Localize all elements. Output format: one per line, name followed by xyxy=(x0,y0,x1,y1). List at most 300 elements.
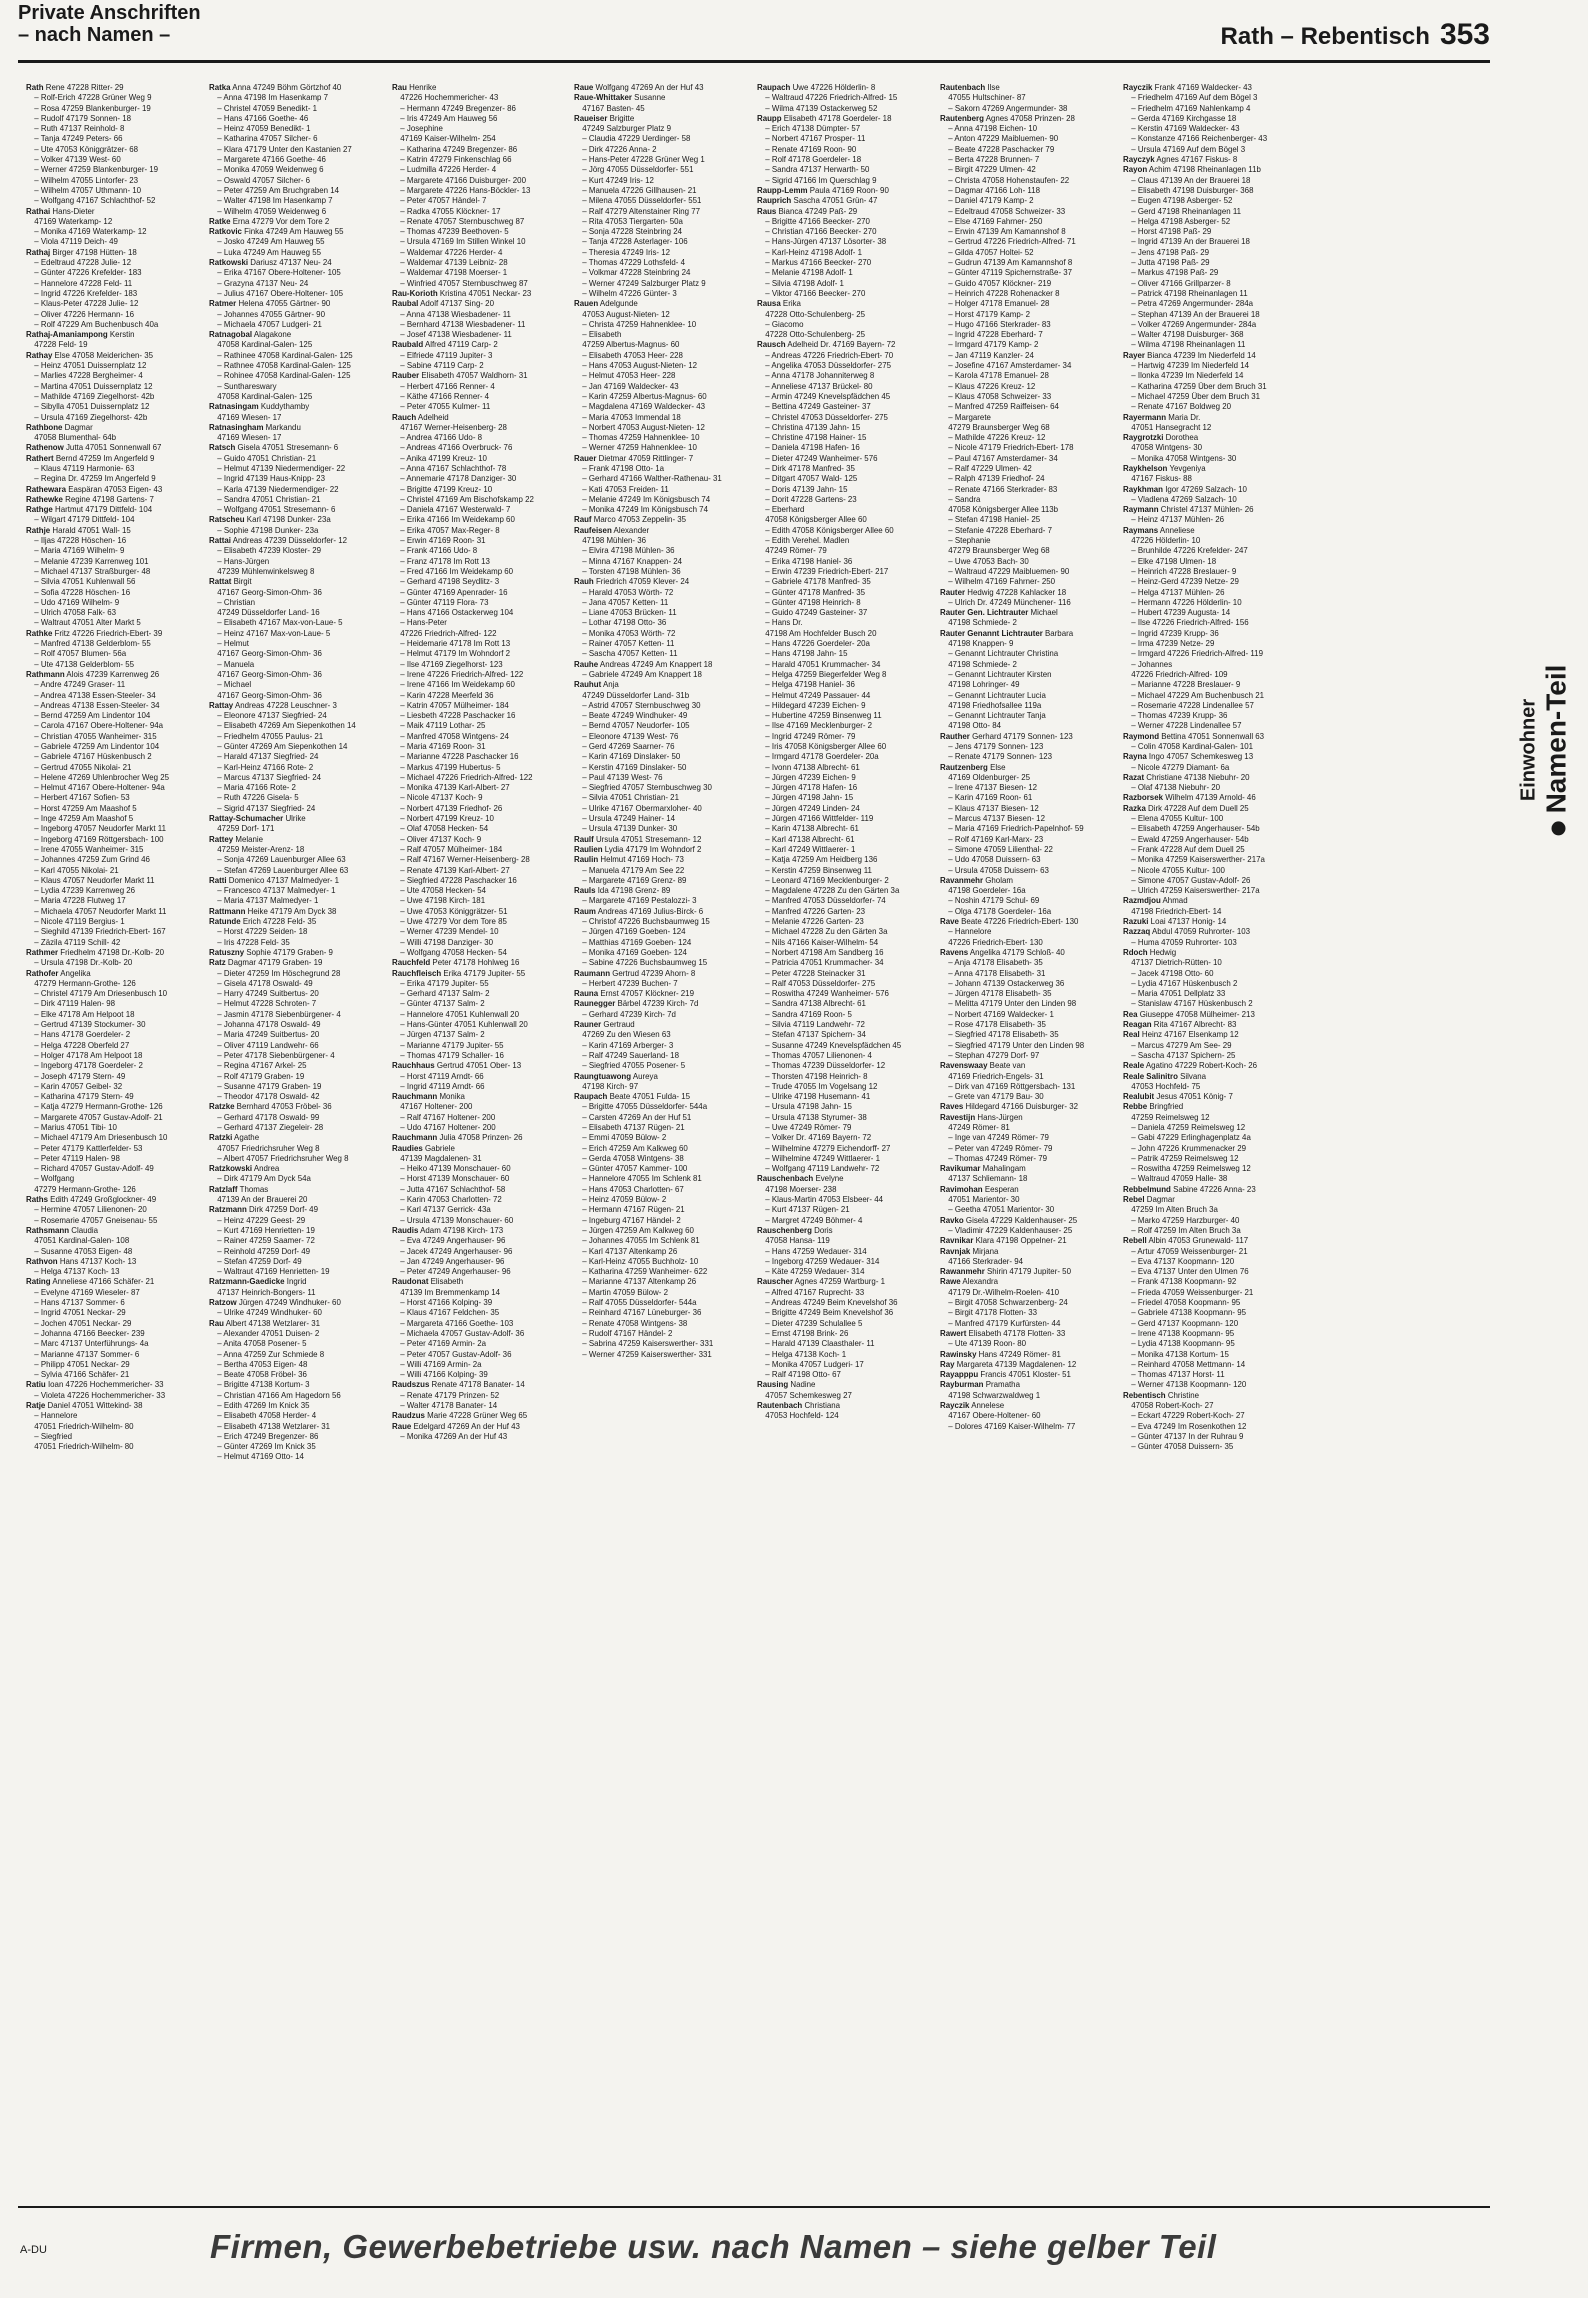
listing-entry xyxy=(392,1040,571,1050)
listing-entry xyxy=(940,1081,1119,1091)
listing-entry xyxy=(757,1029,936,1039)
listing-entry xyxy=(26,865,205,875)
listing-entry xyxy=(209,597,388,607)
listing-entry xyxy=(1123,597,1302,607)
listing-entry xyxy=(26,154,205,164)
entry-detail: – Geetha 47051 Marientor- 30 xyxy=(948,1204,1054,1215)
entry-detail: – Marianne 47228 Breslauer- 9 xyxy=(1130,679,1240,690)
listing-entry xyxy=(940,195,1119,205)
listing-entry xyxy=(757,813,936,823)
entry-detail: Domenico 47137 Malmedyer- 1 xyxy=(226,874,339,885)
entry-detail: Monika xyxy=(436,1091,465,1102)
entry-detail: – Ernst 47198 Brink- 26 xyxy=(765,1327,849,1338)
entry-detail: – Rohinee 47058 Kardinal-Galen- 125 xyxy=(217,370,351,381)
entry-detail: Regine 47198 Gartens- 7 xyxy=(62,493,154,504)
listing-entry xyxy=(1123,988,1302,998)
listing-surname-entry xyxy=(26,1225,200,1235)
entry-detail: 47058 Wintgens- 30 xyxy=(1130,442,1202,453)
entry-detail: – Irma 47239 Netze- 29 xyxy=(1130,638,1214,649)
entry-detail: – Wilhelmine 47249 Wittlaerer- 1 xyxy=(765,1152,880,1163)
listing-entry xyxy=(940,278,1119,288)
entry-detail: – Irene 47137 Biesen- 12 xyxy=(948,782,1037,793)
entry-detail: – Paul 47139 West- 76 xyxy=(582,771,663,782)
entry-detail: – Günter 47137 Salm- 2 xyxy=(399,998,485,1009)
entry-detail: – Josef 47138 Wiesbadener- 11 xyxy=(399,329,512,340)
entry-detail: – Margarete xyxy=(948,411,991,422)
entry-detail: – Helmut 47167 Obere-Holtener- 94a xyxy=(34,782,165,793)
listing-entry xyxy=(26,319,205,329)
entry-detail: 47058 Robert-Koch- 27 xyxy=(1130,1400,1213,1410)
entry-detail: – Hugo 47166 Sterkrader- 83 xyxy=(948,318,1051,329)
listing-entry xyxy=(26,144,205,154)
listing-entry xyxy=(574,916,753,926)
entry-detail: – Margarete 47057 Gustav-Adolf- 21 xyxy=(34,1111,163,1122)
entry-detail: – Hubertine 47259 Binsenweg 11 xyxy=(765,710,882,721)
entry-detail: – Jasmin 47178 Siebenbürgener- 4 xyxy=(217,1008,341,1019)
listing-entry xyxy=(209,1060,388,1070)
listing-entry xyxy=(757,895,936,905)
listing-entry xyxy=(209,1421,388,1431)
entry-detail: – Sandra 47169 Roon- 5 xyxy=(765,1008,852,1019)
listing-surname-entry xyxy=(940,875,1114,885)
entry-detail: 47137 Heinrich-Bongers- 11 xyxy=(217,1286,316,1297)
listing-entry xyxy=(392,762,571,772)
entry-detail: 47228 Otto-Schulenberg- 25 xyxy=(765,329,866,340)
listing-entry xyxy=(757,1318,936,1328)
entry-detail: – Markus 47198 Paß- 29 xyxy=(1130,267,1218,278)
entry-detail: – Erika 47179 Jupiter- 55 xyxy=(399,977,489,988)
listing-surname-entry xyxy=(209,1276,383,1286)
listing-entry xyxy=(26,288,205,298)
listing-entry xyxy=(940,1287,1119,1297)
surname: Ratzlaff xyxy=(208,1183,238,1194)
listing-surname-entry xyxy=(574,844,748,854)
entry-detail: – Ralf 47167 Werner-Heisenberg- 28 xyxy=(399,854,530,865)
listing-entry xyxy=(574,257,753,267)
listing-entry xyxy=(574,535,753,545)
listing-entry xyxy=(209,247,388,257)
footer-note: Firmen, Gewerbebetriebe usw. nach Namen – siehe gelber Teil xyxy=(210,2228,1217,2265)
listing-surname-entry xyxy=(26,1379,200,1389)
entry-detail: – Jens 47179 Sonnen- 123 xyxy=(948,741,1043,751)
entry-detail: – Erika 47057 Max-Reger- 8 xyxy=(399,524,500,535)
listing-entry xyxy=(392,1050,571,1060)
entry-detail: 47259 Albertus-Magnus- 60 xyxy=(582,339,680,350)
entry-detail: Erna 47279 Vor dem Tore 2 xyxy=(230,215,330,226)
entry-detail: 47226 Hölderlin- 10 xyxy=(1130,535,1200,546)
entry-detail: – Thomas 47239 Krupp- 36 xyxy=(1130,710,1227,721)
listing-entry xyxy=(757,92,936,102)
surname: Razka xyxy=(1122,802,1146,813)
listing-surname-entry xyxy=(757,1400,931,1410)
entry-detail: – Andrea 47138 Essen-Steeler- 34 xyxy=(34,689,156,700)
entry-detail: – Ingeborg 47169 Röttgersbach- 100 xyxy=(34,833,164,844)
entry-detail: – Heinz 47167 Max-von-Laue- 5 xyxy=(217,627,330,638)
entry-detail: – Elisabeth 47167 Max-von-Laue- 5 xyxy=(217,617,343,628)
listing-surname-entry xyxy=(574,854,748,864)
entry-detail: Elisabeth 47178 Goerdeler- 18 xyxy=(781,112,892,123)
header-rule xyxy=(18,60,1490,63)
entry-detail: – Maria 47228 Flutweg 17 xyxy=(34,895,126,906)
entry-detail: – Stephan 47279 Dorf- 97 xyxy=(948,1049,1040,1060)
listing-entry xyxy=(209,381,388,391)
entry-detail: – Marianne 47137 Sommer- 6 xyxy=(34,1348,140,1359)
listing-entry xyxy=(392,226,571,236)
surname: Reale xyxy=(1122,1060,1144,1071)
listing-entry xyxy=(574,360,753,370)
listing-entry xyxy=(757,236,936,246)
listing-surname-entry xyxy=(757,1225,931,1235)
listing-entry xyxy=(757,937,936,947)
entry-detail: Angelika 47179 Schloß- 40 xyxy=(967,946,1065,957)
entry-detail: 47249 Düsseldorfer Land- 16 xyxy=(217,607,320,618)
entry-detail: 47198 Goerdeler- 16a xyxy=(948,885,1026,896)
listing-entry xyxy=(26,823,205,833)
entry-detail: – Brigitte 47055 Düsseldorfer- 544a xyxy=(582,1101,708,1112)
listing-entry xyxy=(757,823,936,833)
listing-entry xyxy=(757,844,936,854)
listing-entry xyxy=(26,1081,205,1091)
footer-rule xyxy=(18,2206,1490,2208)
entry-detail: – Karl 47055 Nikolai- 21 xyxy=(34,864,119,875)
entry-detail: – Dirk van 47169 Röttgersbach- 131 xyxy=(948,1080,1076,1091)
entry-detail: – Katharina 47249 Bregenzer- 86 xyxy=(399,143,517,154)
surname: Rattay xyxy=(208,699,233,710)
listing-entry xyxy=(392,823,571,833)
listing-entry xyxy=(1123,865,1302,875)
entry-detail: – Wolfgang 47119 Landwehr- 72 xyxy=(765,1163,880,1174)
entry-detail: – Renate 47169 Roon- 90 xyxy=(765,143,857,154)
listing-surname-entry xyxy=(940,113,1114,123)
listing-entry xyxy=(209,566,388,576)
listing-entry xyxy=(26,1009,205,1019)
listing-entry xyxy=(940,978,1119,988)
surname: Rathai xyxy=(26,205,51,216)
entry-detail: Helmut 47169 Hoch- 73 xyxy=(598,854,685,865)
entry-detail: – Mathilde 47169 Ziegelhorst- 42b xyxy=(34,390,155,401)
entry-detail: – Rose 47178 Elisabeth- 35 xyxy=(948,1019,1046,1030)
entry-detail: – Monika 47058 Wintgens- 30 xyxy=(1130,452,1236,463)
entry-detail: Henrike xyxy=(406,82,436,92)
entry-detail: – Oswald 47057 Silcher- 6 xyxy=(217,174,310,185)
listing-entry xyxy=(26,1050,205,1060)
entry-detail: – Helga 47137 Koch- 13 xyxy=(34,1266,120,1277)
listing-entry xyxy=(1123,1246,1302,1256)
entry-detail: – Margarete 47166 Duisburger- 200 xyxy=(399,174,526,185)
listing-entry xyxy=(1123,133,1302,143)
listing-surname-entry xyxy=(392,1225,566,1235)
entry-detail: – Zäzila 47119 Schill- 42 xyxy=(34,936,121,947)
entry-detail: – Sakorn 47269 Angermunder- 38 xyxy=(948,102,1068,113)
listing-entry xyxy=(209,617,388,627)
entry-detail: – Regina 47167 Arkel- 25 xyxy=(217,1060,307,1071)
entry-detail: – Marcus 47137 Siegfried- 24 xyxy=(217,771,321,782)
surname: Rauter Gen. Lichtrauter xyxy=(939,607,1029,618)
listing-entry xyxy=(1123,978,1302,988)
listing-entry xyxy=(26,1112,205,1122)
listing-entry xyxy=(757,133,936,143)
listing-surname-entry xyxy=(574,453,748,463)
listing-entry xyxy=(574,236,753,246)
entry-detail: – Werner 47138 Koopmann- 120 xyxy=(1130,1379,1246,1390)
listing-entry xyxy=(757,226,936,236)
listing-entry xyxy=(209,1328,388,1338)
entry-detail: Beate 47226 Friedrich-Ebert- 130 xyxy=(958,916,1079,927)
entry-detail: – Melanie 47198 Adolf- 1 xyxy=(765,267,853,278)
entry-detail: – Christof 47226 Buchsbaumweg 15 xyxy=(582,916,710,927)
entry-detail: – Monika 47139 Karl-Albert- 27 xyxy=(399,782,510,793)
entry-detail: – Manfred 47138 Gelderblom- 55 xyxy=(34,638,151,649)
listing-entry xyxy=(757,1071,936,1081)
listing-entry xyxy=(392,1400,571,1410)
listing-entry xyxy=(26,1019,205,1029)
listing-entry xyxy=(209,803,388,813)
listing-entry xyxy=(209,1451,388,1461)
listing-entry xyxy=(574,391,753,401)
entry-detail: 47167 Werner-Heisenberg- 28 xyxy=(399,421,507,432)
listing-entry xyxy=(26,679,205,689)
entry-detail: – Gerhard 47239 Kirch- 7d xyxy=(582,1008,677,1019)
listing-entry xyxy=(209,1215,388,1225)
entry-detail: Anneliese 47166 Schäfer- 21 xyxy=(50,1276,155,1287)
entry-detail: – Udo 47058 Duissern- 63 xyxy=(948,854,1041,865)
surname: Rayczik xyxy=(939,1400,970,1410)
section-title-line2: – nach Namen – xyxy=(18,24,171,46)
listing-entry xyxy=(757,834,936,844)
entry-detail: – Anneliese 47137 Brückel- 80 xyxy=(765,380,873,391)
listing-entry xyxy=(26,1318,205,1328)
surname: Rauter xyxy=(939,586,965,597)
entry-detail: – Jürgen 47166 Wittfelder- 119 xyxy=(765,813,874,824)
entry-detail: – Erwin 47139 Am Kamannshof 8 xyxy=(948,226,1066,237)
listing-entry xyxy=(940,597,1119,607)
surname: Rauhut xyxy=(574,679,602,690)
listing-entry xyxy=(209,1307,388,1317)
listing-entry xyxy=(392,576,571,586)
entry-detail: – Karin 47138 Albrecht- 61 xyxy=(765,823,859,834)
entry-detail: Margareta 47139 Magdalenen- 12 xyxy=(954,1358,1077,1369)
entry-detail: – Maria 47169 Wilhelm- 9 xyxy=(34,545,125,556)
listing-entry xyxy=(392,1287,571,1297)
surname: Raudies xyxy=(391,1142,423,1153)
entry-detail: – Sascha 47137 Spichern- 25 xyxy=(1130,1049,1235,1060)
listing-entry xyxy=(392,1215,571,1225)
listing-entry xyxy=(392,1431,571,1441)
listing-surname-entry xyxy=(1123,1184,1297,1194)
listing-surname-entry xyxy=(574,834,748,844)
listing-entry xyxy=(940,247,1119,257)
listing-entry xyxy=(940,484,1119,494)
listing-surname-entry xyxy=(209,916,383,926)
entry-detail: – Margarete 47169 Grenz- 89 xyxy=(582,874,687,885)
listing-surname-entry xyxy=(26,628,200,638)
listing-entry xyxy=(26,957,205,967)
entry-detail: – Thorsten 47198 Heinrich- 8 xyxy=(765,1070,868,1081)
listing-entry xyxy=(757,1256,936,1266)
listing-entry xyxy=(1123,875,1302,885)
entry-detail: – Michael 47179 Am Driesenbusch 10 xyxy=(34,1132,168,1143)
listing-entry xyxy=(574,494,753,504)
listing-surname-entry xyxy=(26,968,200,978)
entry-detail: – Ingrid 47249 Römer- 79 xyxy=(765,730,856,741)
entry-detail: – Artur 47059 Weissenburger- 21 xyxy=(1130,1245,1248,1256)
listing-entry xyxy=(757,556,936,566)
listing-entry xyxy=(757,463,936,473)
listing-entry xyxy=(574,370,753,380)
entry-detail: – Peter 47178 Siebenbürgener- 4 xyxy=(217,1049,335,1060)
entry-detail: – Peter 47259 Am Bruchgraben 14 xyxy=(217,184,339,195)
listing-surname-entry xyxy=(392,412,566,422)
listing-entry xyxy=(574,1276,753,1286)
entry-detail: – Gerhard 47178 Oswald- 99 xyxy=(217,1111,320,1122)
listing-entry xyxy=(757,216,936,226)
entry-detail: Silvana xyxy=(1177,1070,1206,1081)
listing-surname-entry xyxy=(1123,1091,1297,1101)
entry-detail: Adam 47198 Kirch- 173 xyxy=(417,1224,503,1235)
entry-detail: – Manfred 47058 Wintgens- 24 xyxy=(399,730,509,741)
listing-entry xyxy=(392,1338,571,1348)
entry-detail: – Ralf 47057 Mülheimer- 184 xyxy=(399,843,502,854)
listing-entry xyxy=(757,1060,936,1070)
entry-detail: – Klara 47179 Unter den Kastanien 27 xyxy=(217,143,352,154)
surname: Rauchmann xyxy=(391,1091,437,1102)
listing-entry xyxy=(574,545,753,555)
entry-detail: – Gerda 47058 Wintgens- 38 xyxy=(582,1152,685,1163)
listing-entry xyxy=(209,185,388,195)
entry-detail: Dagmar 47179 Graben- 19 xyxy=(225,957,323,968)
listing-entry xyxy=(392,350,571,360)
surname: Raufeisen xyxy=(574,524,613,535)
surname: Rauscher xyxy=(757,1276,794,1287)
entry-detail: – Katja 47259 Am Heidberg 136 xyxy=(765,854,878,865)
entry-detail: – Elisabeth 47058 Herder- 4 xyxy=(217,1410,316,1421)
entry-detail: – Ute 47138 Gelderblom- 55 xyxy=(34,658,135,669)
surname: Ratje xyxy=(26,1400,46,1410)
entry-detail: – Ursula 47058 Duissern- 63 xyxy=(948,864,1049,875)
entry-detail: – Volkmar 47228 Steinbring 24 xyxy=(582,267,691,278)
listing-entry xyxy=(209,556,388,566)
listing-entry xyxy=(26,236,205,246)
listing-entry xyxy=(757,1235,936,1245)
surname: Rausing xyxy=(757,1379,789,1390)
surname: Ratuszny xyxy=(208,946,244,957)
listing-entry xyxy=(392,133,571,143)
listing-entry xyxy=(1123,257,1302,267)
listing-entry xyxy=(757,782,936,792)
listing-surname-entry xyxy=(209,535,383,545)
surname: Ravanmehr xyxy=(939,874,983,885)
entry-detail: – Josko 47249 Am Hauweg 55 xyxy=(217,236,325,247)
entry-detail: – Maria 47053 Immendal 18 xyxy=(582,411,681,422)
listing-entry xyxy=(392,453,571,463)
entry-detail: – Sibylla 47051 Duissernplatz 12 xyxy=(34,401,150,412)
entry-detail: – Johannes 47055 Im Schlenk 81 xyxy=(582,1235,700,1246)
listing-entry xyxy=(392,1246,571,1256)
entry-detail: – Reinhard 47167 Lüneburger- 36 xyxy=(582,1307,702,1318)
entry-detail: – Jürgen 47259 Am Kalkweg 60 xyxy=(582,1224,695,1235)
entry-detail: – Hannelore 47051 Kuhlenwall 20 xyxy=(399,1008,519,1019)
entry-detail: – Monika 47259 Kaiserswerther- 217a xyxy=(1130,854,1265,865)
entry-detail: – Walter 47198 Duisburger- 368 xyxy=(1130,329,1244,340)
listing-entry xyxy=(1123,1266,1302,1276)
listing-entry xyxy=(392,1153,571,1163)
listing-entry xyxy=(209,1410,388,1420)
entry-detail: – Klaus 47137 Biesen- 12 xyxy=(948,802,1039,813)
listing-surname-entry xyxy=(940,1112,1114,1122)
entry-detail: Dirk 47259 Dorf- 49 xyxy=(246,1204,318,1215)
surname: Rauchfleisch xyxy=(391,967,441,978)
entry-detail: Fritz 47226 Friedrich-Ebert- 39 xyxy=(52,627,163,638)
listing-surname-entry xyxy=(574,298,748,308)
surname: Ravestijn xyxy=(939,1111,975,1122)
surname: Rattat xyxy=(208,576,232,587)
entry-detail: – Ralf 47055 Düsseldorfer- 544a xyxy=(582,1297,697,1308)
listing-entry xyxy=(392,381,571,391)
listing-surname-entry xyxy=(1123,154,1297,164)
listing-entry xyxy=(574,566,753,576)
entry-detail: – Genannt Lichtrauter Lucia xyxy=(948,689,1046,700)
section-title-line1: Private Anschriften xyxy=(18,2,201,24)
entry-detail: – Winfried 47057 Sternbuschweg 87 xyxy=(399,277,528,288)
surname: Rautenbach xyxy=(939,82,986,92)
entry-detail: – Reinhard 47058 Mettmann- 14 xyxy=(1130,1358,1245,1369)
entry-detail: Agnes 47259 Wartburg- 1 xyxy=(793,1276,886,1287)
listing-entry xyxy=(392,1101,571,1111)
listing-entry xyxy=(940,504,1119,514)
entry-detail: 47137 Dietrich-Rütten- 10 xyxy=(1130,957,1222,968)
entry-detail: – Norbert 47199 Kreuz- 10 xyxy=(399,813,494,824)
listing-entry xyxy=(392,926,571,936)
entry-detail: – Norbert 47198 Am Sandberg 16 xyxy=(765,946,884,957)
surname: Raudszus xyxy=(391,1379,429,1390)
listing-entry xyxy=(574,556,753,566)
entry-detail: – Wilhelm 47055 Lintorfer- 23 xyxy=(34,174,138,185)
entry-detail: Finka 47249 Am Hauweg 55 xyxy=(241,226,344,237)
listing-entry xyxy=(209,545,388,555)
surname: Rauh xyxy=(574,576,595,587)
listing-entry xyxy=(574,339,753,349)
entry-detail: – Evelyne 47169 Wieseler- 87 xyxy=(34,1286,140,1297)
listing-column xyxy=(1119,82,1302,2192)
listing-entry xyxy=(1123,1410,1302,1420)
surname: Rayczik xyxy=(1122,82,1152,92)
listing-entry xyxy=(26,1297,205,1307)
listing-entry xyxy=(757,1009,936,1019)
listing-entry xyxy=(757,679,936,689)
listing-entry xyxy=(574,1225,753,1235)
listing-entry xyxy=(757,329,936,339)
listing-entry xyxy=(940,844,1119,854)
entry-detail: – Helga 47198 Asberger- 52 xyxy=(1130,215,1230,226)
entry-detail: – Ralf 47229 Ulmen- 42 xyxy=(948,462,1032,473)
entry-detail: – Brigitte 47199 Kreuz- 10 xyxy=(399,483,492,494)
listing-entry xyxy=(26,1421,205,1431)
listing-entry xyxy=(757,998,936,1008)
entry-detail: – Oliver 47226 Hermann- 16 xyxy=(34,308,135,319)
listing-surname-entry xyxy=(574,659,748,669)
entry-detail: – Heinz-Gerd 47239 Netze- 29 xyxy=(1130,576,1239,587)
entry-detail: – Ute 47053 Königgrätzer- 68 xyxy=(34,143,139,154)
entry-detail: – Eckart 47229 Robert-Koch- 27 xyxy=(1130,1410,1245,1421)
listing-surname-entry xyxy=(1123,350,1297,360)
entry-detail: – Anja 47178 Elisabeth- 35 xyxy=(948,957,1043,968)
entry-detail: – Günter 47226 Krefelder- 183 xyxy=(34,267,142,278)
entry-detail: – Walter 47198 Im Hasenkamp 7 xyxy=(217,195,333,206)
listing-entry xyxy=(940,329,1119,339)
listing-entry xyxy=(574,484,753,494)
listing-entry xyxy=(940,92,1119,102)
listing-entry xyxy=(392,895,571,905)
